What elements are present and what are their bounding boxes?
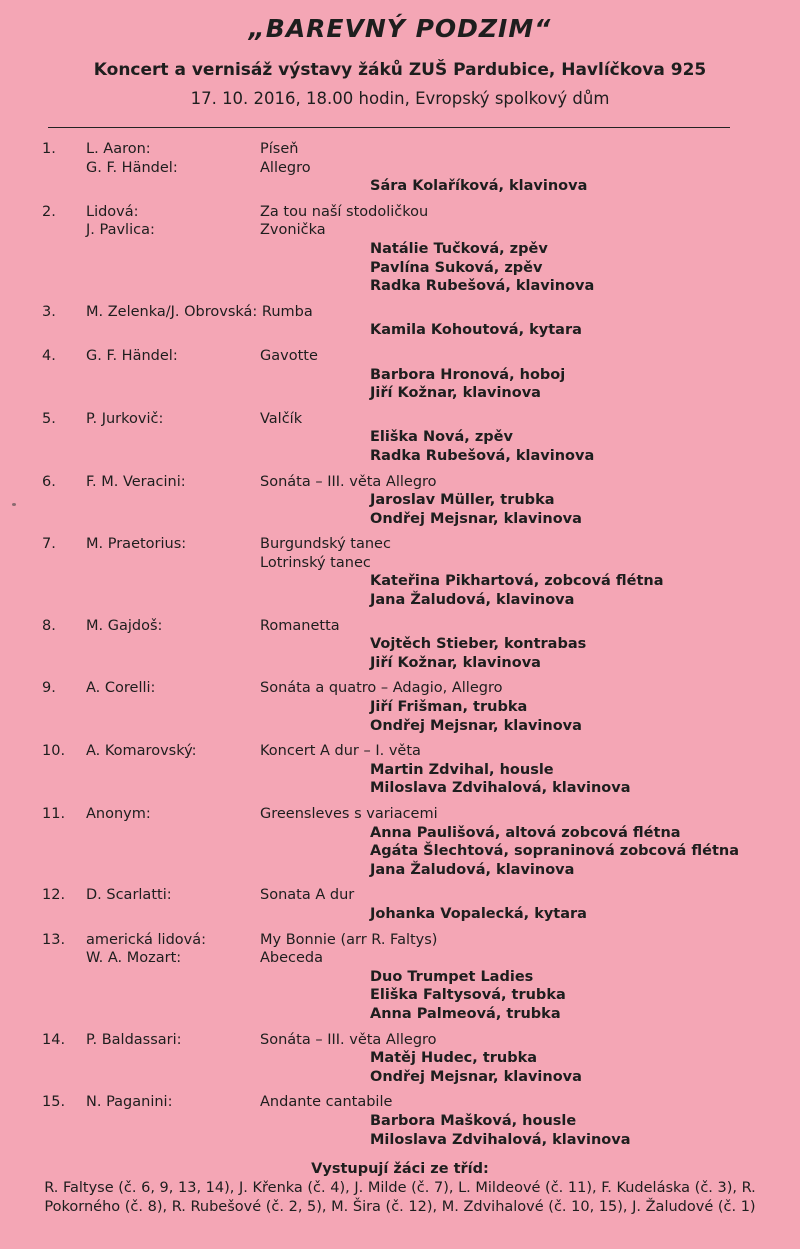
- program-line: [0, 931, 800, 950]
- program-line: [0, 277, 800, 296]
- program-item: [0, 303, 800, 340]
- piece-title: Sonáta – III. věta Allegro: [260, 1031, 437, 1048]
- piece-title: Greensleves s variacemi: [260, 806, 438, 822]
- program-line: [0, 861, 800, 880]
- page-title: „BAREVNÝ PODZIM“: [248, 14, 552, 43]
- program-line: [0, 259, 800, 278]
- item-number: 7.: [42, 536, 56, 553]
- piece-title: Sonáta a quatro – Adagio, Allegro: [260, 680, 503, 697]
- performer-name: Barbora Mašková, housle: [370, 1112, 577, 1129]
- item-number: 3.: [42, 303, 56, 320]
- item-number: 9.: [42, 680, 56, 697]
- composer-name: M. Zelenka/J. Obrovská: Rumba: [86, 303, 313, 320]
- program-line: [0, 1131, 800, 1150]
- item-number: 5.: [42, 410, 56, 427]
- performer-name: Sára Kolaříková, klavinova: [370, 178, 588, 195]
- composer-name: Anonym:: [86, 806, 151, 822]
- performer-name: Natálie Tučková, zpěv: [370, 240, 548, 257]
- program-item: [0, 805, 800, 879]
- performer-name: Pavlína Suková, zpěv: [370, 259, 543, 276]
- performer-name: Jana Žaludová, klavinova: [370, 861, 575, 878]
- program-line: [0, 905, 800, 924]
- performer-name: Jiří Kožnar, klavinova: [370, 385, 541, 402]
- program-item: [0, 140, 800, 196]
- composer-name: N. Paganini:: [86, 1094, 173, 1111]
- item-number: 10.: [42, 743, 66, 760]
- program-line: [0, 177, 800, 196]
- program-line: [0, 1112, 800, 1131]
- performer-name: Vojtěch Stieber, kontrabas: [370, 636, 587, 653]
- program-line: [0, 203, 800, 222]
- program-line: [0, 842, 800, 861]
- performer-name: Eliška Faltysová, trubka: [370, 987, 566, 1004]
- footer-classes-text: R. Faltyse (č. 6, 9, 13, 14), J. Křenka (č. 4), J. Milde (č. 7), L. Mildeové (č. 11), F. Kudeláska (č. 3), R. Pokorného (č. 8), R. Rubešové (č. 2, 5), M. Šira (č. 12), M. Zdvihalové (č. 10, 15), J. Žaludové (č. 1): [44, 1180, 756, 1215]
- composer-name: A. Komarovský:: [86, 743, 197, 760]
- composer-name: J. Pavlica:: [86, 222, 155, 239]
- piece-title: Romanetta: [260, 617, 340, 634]
- program-line: [0, 824, 800, 843]
- program-line: [0, 886, 800, 905]
- program-line: [0, 679, 800, 698]
- program-line: [0, 1049, 800, 1068]
- performer-name: Barbora Hronová, hoboj: [370, 366, 566, 383]
- program-line: [0, 366, 800, 385]
- program-line: [0, 410, 800, 429]
- program-item: [0, 473, 800, 529]
- composer-name: F. M. Veracini:: [86, 473, 186, 490]
- item-number: 15.: [42, 1094, 66, 1111]
- item-number: 4.: [42, 347, 56, 364]
- program-line: [0, 1031, 800, 1050]
- footer-title: Vystupují žáci ze tříd:: [311, 1161, 489, 1177]
- event-date-location: 17. 10. 2016, 18.00 hodin, Evropský spolkový dům: [190, 89, 610, 108]
- program-line: [0, 240, 800, 259]
- piece-title: Zvonička: [260, 222, 326, 239]
- program-line: [0, 986, 800, 1005]
- program-line: [0, 321, 800, 340]
- performer-name: Jana Žaludová, klavinova: [370, 592, 575, 609]
- composer-name: A. Corelli:: [86, 680, 156, 697]
- program-item: [0, 742, 800, 798]
- composer-name: G. F. Händel:: [86, 159, 178, 176]
- performer-name: Agáta Šlechtová, sopraninová zobcová flétna: [370, 843, 740, 860]
- piece-title: Allegro: [260, 159, 311, 176]
- program-item: [0, 931, 800, 1024]
- performer-name: Jiří Frišman, trubka: [370, 699, 528, 716]
- program-item: [0, 1093, 800, 1149]
- performer-name: Ondřej Mejsnar, klavinova: [370, 717, 582, 734]
- concert-program: [0, 140, 800, 1156]
- performer-name: Miloslava Zdvihalová, klavinova: [370, 780, 631, 797]
- program-line: [0, 779, 800, 798]
- performer-name: Jiří Kožnar, klavinova: [370, 654, 541, 671]
- piece-title: My Bonnie (arr R. Faltys): [260, 931, 438, 948]
- composer-name: D. Scarlatti:: [86, 887, 172, 904]
- program-line: [0, 968, 800, 987]
- piece-title: Píseň: [260, 141, 299, 157]
- program-item: [0, 535, 800, 609]
- piece-title: Koncert A dur – I. věta: [260, 743, 421, 760]
- performer-name: Ondřej Mejsnar, klavinova: [370, 1068, 582, 1085]
- performer-name: Radka Rubešová, klavinova: [370, 278, 595, 295]
- program-line: [0, 617, 800, 636]
- performer-name: Duo Trumpet Ladies: [370, 968, 534, 985]
- program-line: [0, 742, 800, 761]
- composer-name: W. A. Mozart:: [86, 950, 182, 967]
- performer-name: Jaroslav Müller, trubka: [370, 492, 555, 509]
- performer-name: Ondřej Mejsnar, klavinova: [370, 510, 582, 527]
- program-line: [0, 717, 800, 736]
- program-line: [0, 221, 800, 240]
- program-line: [0, 805, 800, 824]
- performer-name: Eliška Nová, zpěv: [370, 429, 513, 446]
- program-line: [0, 510, 800, 529]
- piece-title: Lotrinský tanec: [260, 554, 371, 571]
- performer-name: Martin Zdvihal, housle: [370, 761, 554, 778]
- piece-title: Sonata A dur: [260, 887, 355, 904]
- composer-name: P. Jurkovič:: [86, 410, 164, 427]
- performer-name: Johanka Vopalecká, kytara: [370, 905, 587, 922]
- footer: [0, 1160, 800, 1217]
- item-number: 8.: [42, 617, 56, 634]
- piece-title: Abeceda: [260, 950, 324, 967]
- page-subtitle: Koncert a vernisáž výstavy žáků ZUŠ Pardubice, Havlíčkova 925: [93, 60, 707, 80]
- performer-name: Anna Paulišová, altová zobcová flétna: [370, 824, 681, 841]
- program-line: [0, 572, 800, 591]
- program-line: [0, 473, 800, 492]
- piece-title: Gavotte: [260, 347, 318, 364]
- header-divider: [48, 127, 730, 128]
- performer-name: Matěj Hudec, trubka: [370, 1050, 538, 1067]
- piece-title: Andante cantabile: [260, 1094, 393, 1111]
- program-line: [0, 949, 800, 968]
- program-line: [0, 428, 800, 447]
- program-line: [0, 384, 800, 403]
- composer-name: M. Gajdoš:: [86, 617, 163, 634]
- piece-title: Sonáta – III. věta Allegro: [260, 473, 437, 490]
- program-line: [0, 591, 800, 610]
- item-number: 12.: [42, 887, 66, 904]
- composer-name: M. Praetorius:: [86, 536, 187, 553]
- composer-name: G. F. Händel:: [86, 347, 178, 364]
- item-number: 6.: [42, 473, 56, 490]
- program-line: [0, 1093, 800, 1112]
- composer-name: L. Aaron:: [86, 141, 151, 157]
- program-line: [0, 140, 800, 159]
- program-line: [0, 535, 800, 554]
- performer-name: Anna Palmeová, trubka: [370, 1005, 561, 1022]
- program-item: [0, 347, 800, 403]
- program-item: [0, 203, 800, 296]
- item-number: 14.: [42, 1031, 66, 1048]
- item-number: 11.: [42, 806, 66, 822]
- performer-name: Kamila Kohoutová, kytara: [370, 322, 582, 339]
- program-line: [0, 491, 800, 510]
- program-line: [0, 159, 800, 178]
- performer-name: Miloslava Zdvihalová, klavinova: [370, 1131, 631, 1148]
- program-line: [0, 303, 800, 322]
- program-line: [0, 554, 800, 573]
- piece-title: Valčík: [260, 410, 303, 427]
- program-item: [0, 410, 800, 466]
- program-line: [0, 761, 800, 780]
- item-number: 2.: [42, 203, 56, 220]
- program-line: [0, 635, 800, 654]
- program-line: [0, 447, 800, 466]
- program-line: [0, 654, 800, 673]
- program-line: [0, 698, 800, 717]
- item-number: 1.: [42, 141, 56, 157]
- program-line: [0, 347, 800, 366]
- program-item: [0, 617, 800, 673]
- program-line: [0, 1005, 800, 1024]
- performer-name: Kateřina Pikhartová, zobcová flétna: [370, 573, 664, 590]
- piece-title: Za tou naší stodoličkou: [260, 203, 429, 220]
- item-number: 13.: [42, 931, 66, 948]
- performer-name: Radka Rubešová, klavinova: [370, 447, 595, 464]
- composer-name: P. Baldassari:: [86, 1031, 182, 1048]
- program-item: [0, 679, 800, 735]
- program-item: [0, 886, 800, 923]
- piece-title: Burgundský tanec: [260, 536, 391, 553]
- program-item: [0, 1031, 800, 1087]
- program-line: [0, 1068, 800, 1087]
- composer-name: Lidová:: [86, 203, 139, 220]
- composer-name: americká lidová:: [86, 931, 207, 948]
